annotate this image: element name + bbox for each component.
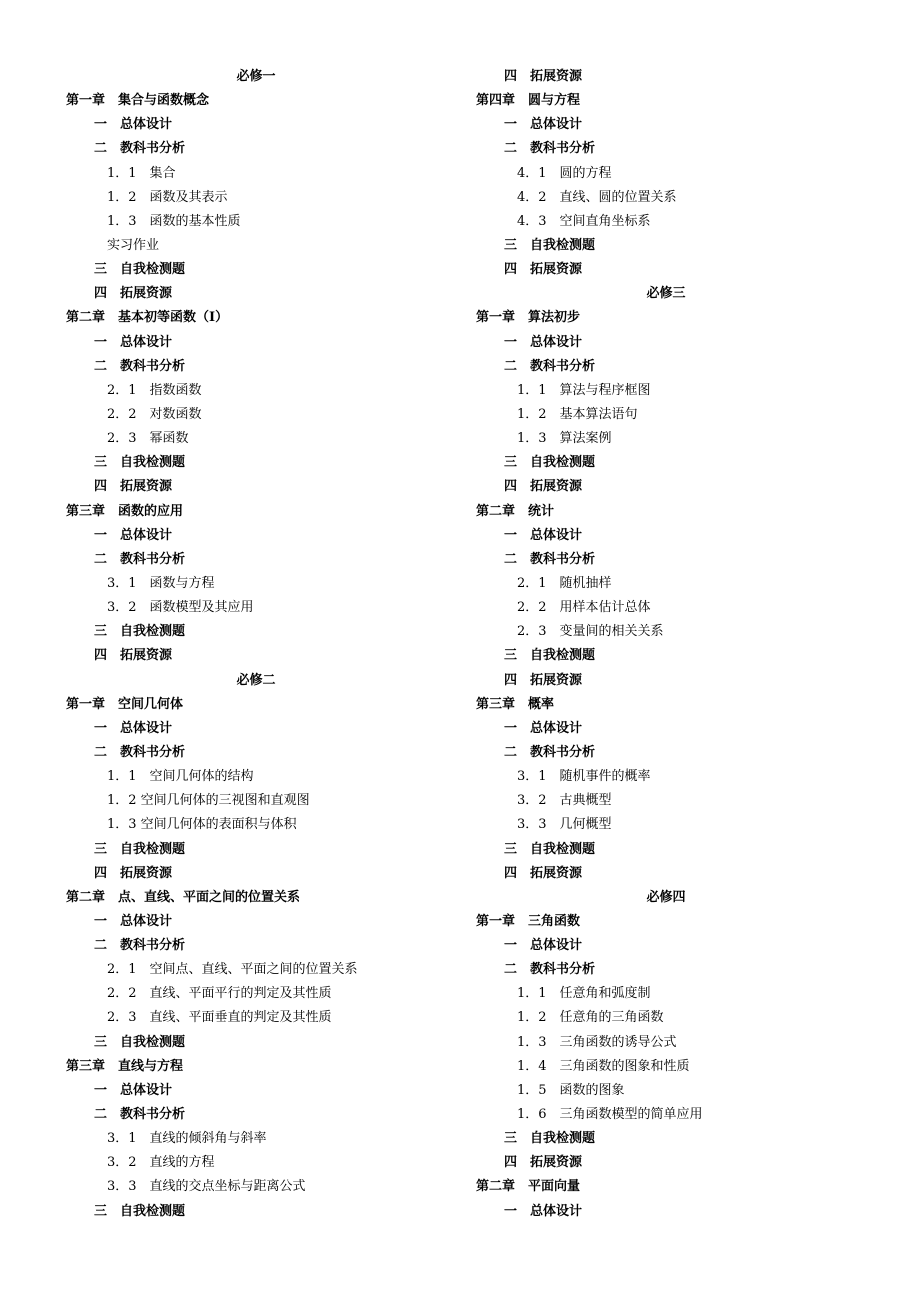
section-entry: 三 自我检测题 (94, 1203, 186, 1219)
section-entry: 三 自我检测题 (504, 1131, 596, 1147)
chapter-heading: 第四章 圆与方程 (476, 93, 581, 109)
subsection-entry: 4．2 直线、圆的位置关系 (517, 189, 677, 205)
subsection-entry: 1．1 空间几何体的结构 (107, 769, 254, 785)
chapter-heading: 第一章 算法初步 (476, 310, 581, 326)
subsection-entry: 4．3 空间直角坐标系 (517, 213, 651, 229)
section-entry: 四 拓展资源 (94, 865, 173, 881)
subsection-entry: 1．2 任意角的三角函数 (517, 1010, 664, 1026)
section-entry: 四 拓展资源 (504, 1155, 583, 1171)
book-heading: 必修三 (646, 286, 686, 302)
section-entry: 四 拓展资源 (94, 648, 173, 664)
subsection-entry: 1．3 算法案例 (517, 431, 612, 447)
subsection-entry: 1．4 三角函数的图象和性质 (517, 1058, 690, 1074)
book-heading: 必修二 (236, 672, 276, 688)
chapter-heading: 第二章 统计 (476, 503, 555, 519)
section-entry: 二 教科书分析 (94, 358, 186, 374)
section-entry: 三 自我检测题 (504, 455, 596, 471)
section-entry: 一 总体设计 (504, 334, 583, 350)
section-entry: 二 教科书分析 (94, 551, 186, 567)
subsection-entry: 2．1 随机抽样 (517, 575, 612, 591)
section-entry: 四 拓展资源 (504, 865, 583, 881)
section-entry: 四 拓展资源 (504, 672, 583, 688)
subsection-entry: 1．2 空间几何体的三视图和直观图 (107, 793, 310, 809)
section-entry: 三 自我检测题 (504, 648, 596, 664)
subsection-entry: 1．2 函数及其表示 (107, 189, 228, 205)
subsection-entry: 4．1 圆的方程 (517, 165, 612, 181)
section-entry: 一 总体设计 (94, 334, 173, 350)
section-entry: 二 教科书分析 (94, 938, 186, 954)
subsection-entry: 3．2 古典概型 (517, 793, 612, 809)
section-entry: 二 教科书分析 (94, 141, 186, 157)
section-entry: 二 教科书分析 (504, 744, 596, 760)
subsection-entry: 3．3 几何概型 (517, 817, 612, 833)
subsection-entry: 3．1 直线的倾斜角与斜率 (107, 1131, 267, 1147)
subsection-entry: 3．2 函数模型及其应用 (107, 600, 254, 616)
book-heading: 必修一 (236, 69, 276, 84)
subsection-entry: 2．2 直线、平面平行的判定及其性质 (107, 986, 332, 1002)
section-entry: 二 教科书分析 (504, 962, 596, 978)
chapter-heading: 第一章 集合与函数概念 (66, 93, 210, 109)
section-entry: 二 教科书分析 (504, 358, 596, 374)
subsection-entry: 2．1 指数函数 (107, 382, 202, 398)
section-entry: 二 教科书分析 (504, 551, 596, 567)
section-entry: 二 教科书分析 (504, 141, 596, 157)
section-entry: 一 总体设计 (504, 527, 583, 543)
section-entry: 三 自我检测题 (94, 1034, 186, 1050)
chapter-heading: 第二章 基本初等函数（Ⅰ） (66, 310, 229, 326)
section-entry: 二 教科书分析 (94, 1107, 186, 1123)
chapter-heading: 第三章 直线与方程 (66, 1058, 184, 1074)
subsection-entry: 实习作业 (107, 237, 160, 253)
subsection-entry: 3．1 函数与方程 (107, 575, 215, 591)
section-entry: 三 自我检测题 (504, 841, 596, 857)
chapter-heading: 第一章 空间几何体 (66, 696, 184, 712)
subsection-entry: 2．2 对数函数 (107, 406, 202, 422)
section-entry: 四 拓展资源 (504, 479, 583, 495)
section-entry: 一 总体设计 (504, 720, 583, 736)
book-heading: 必修四 (646, 889, 686, 905)
subsection-entry: 1．3 空间几何体的表面积与体积 (107, 817, 297, 833)
subsection-entry: 1．3 三角函数的诱导公式 (517, 1034, 677, 1050)
chapter-heading: 第一章 三角函数 (476, 913, 581, 929)
subsection-entry: 3．1 随机事件的概率 (517, 769, 651, 785)
section-entry: 三 自我检测题 (94, 455, 186, 471)
toc-right-column (476, 65, 856, 1224)
chapter-heading: 第二章 平面向量 (476, 1179, 581, 1195)
section-entry: 四 拓展资源 (94, 479, 173, 495)
subsection-entry: 2．2 用样本估计总体 (517, 600, 651, 616)
section-entry: 一 总体设计 (94, 720, 173, 736)
section-entry: 一 总体设计 (94, 913, 173, 929)
section-entry: 一 总体设计 (504, 938, 583, 954)
subsection-entry: 3．3 直线的交点坐标与距离公式 (107, 1179, 306, 1195)
toc-left-column (66, 65, 446, 1224)
subsection-entry: 2．3 变量间的相关关系 (517, 624, 664, 640)
subsection-entry: 1．1 算法与程序框图 (517, 382, 651, 398)
subsection-entry: 2．3 直线、平面垂直的判定及其性质 (107, 1010, 332, 1026)
chapter-heading: 第二章 点、直线、平面之间的位置关系 (66, 889, 301, 905)
section-entry: 一 总体设计 (504, 117, 583, 133)
subsection-entry: 2．3 幂函数 (107, 431, 189, 447)
subsection-entry: 1．3 函数的基本性质 (107, 213, 241, 229)
subsection-entry: 1．6 三角函数模型的简单应用 (517, 1107, 703, 1123)
section-entry: 一 总体设计 (94, 1082, 173, 1098)
section-entry: 一 总体设计 (94, 117, 173, 133)
section-entry: 二 教科书分析 (94, 744, 186, 760)
section-entry: 三 自我检测题 (94, 262, 186, 278)
subsection-entry: 1．5 函数的图象 (517, 1082, 625, 1098)
subsection-entry: 2．1 空间点、直线、平面之间的位置关系 (107, 962, 358, 978)
section-entry: 三 自我检测题 (94, 624, 186, 640)
subsection-entry: 1．1 集合 (107, 165, 176, 181)
subsection-entry: 1．1 任意角和弧度制 (517, 986, 651, 1002)
section-entry: 四 拓展资源 (94, 286, 173, 302)
section-entry: 四 拓展资源 (504, 262, 583, 278)
chapter-heading: 第三章 概率 (476, 696, 555, 712)
chapter-heading: 第三章 函数的应用 (66, 503, 184, 519)
subsection-entry: 3．2 直线的方程 (107, 1155, 215, 1171)
section-entry: 三 自我检测题 (94, 841, 186, 857)
section-entry: 四 拓展资源 (504, 69, 583, 84)
subsection-entry: 1．2 基本算法语句 (517, 406, 638, 422)
section-entry: 三 自我检测题 (504, 237, 596, 253)
section-entry: 一 总体设计 (504, 1203, 583, 1219)
section-entry: 一 总体设计 (94, 527, 173, 543)
